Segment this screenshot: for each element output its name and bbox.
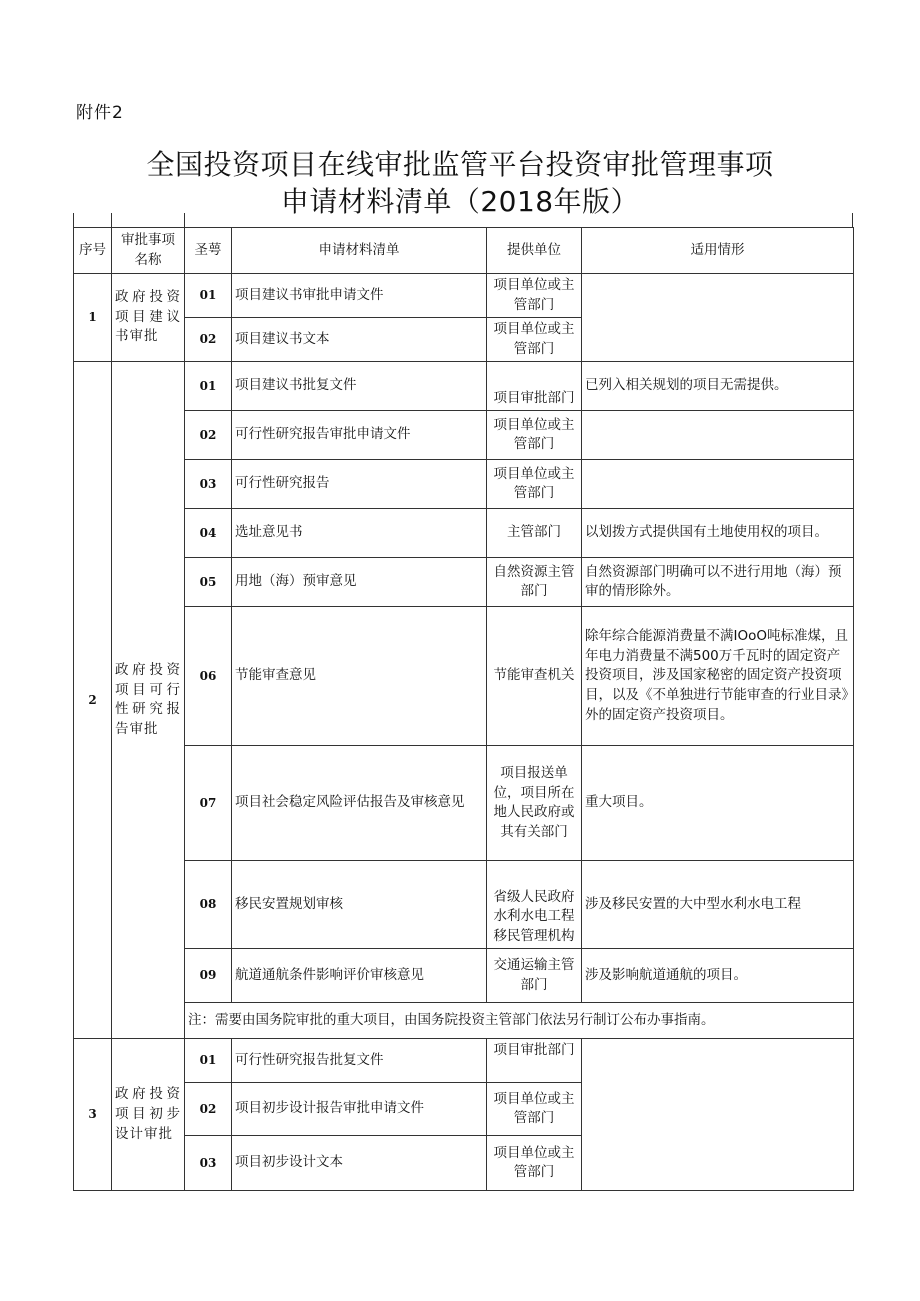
material-number: 02: [185, 1083, 232, 1136]
provider: 项目单位或主管部门: [487, 1136, 582, 1191]
material-number: 03: [185, 460, 232, 509]
group-seq: 3: [74, 1039, 112, 1191]
material-number: 08: [185, 861, 232, 949]
table-row: [74, 746, 854, 861]
scenario: 重大项目。: [582, 746, 854, 861]
material-name: 节能审查意见: [232, 607, 487, 746]
provider: 自然资源主管部门: [487, 558, 582, 607]
group-item-name: 政府投资项目建议书审批: [112, 274, 185, 362]
material-name: 项目建议书审批申请文件: [232, 274, 487, 318]
provider: 项目单位或主管部门: [487, 318, 582, 362]
material-number: 01: [185, 1039, 232, 1083]
scenario: [582, 274, 854, 362]
material-name: 移民安置规划审核: [232, 861, 487, 949]
table-row: [74, 509, 854, 558]
material-name: 可行性研究报告批复文件: [232, 1039, 487, 1083]
document-title-line-1: 全国投资项目在线审批监管平台投资审批管理事项: [146, 148, 774, 181]
table-row: [74, 411, 854, 460]
provider: 省级人民政府水利水电工程移民管理机构: [487, 861, 582, 949]
table-row: [74, 1039, 854, 1083]
scenario: 已列入相关规划的项目无需提供。: [582, 362, 854, 411]
provider: 项目单位或主管部门: [487, 1083, 582, 1136]
provider: 项目单位或主管部门: [487, 460, 582, 509]
note-row: [74, 1003, 854, 1039]
scenario: [582, 1039, 854, 1191]
material-name: 选址意见书: [232, 509, 487, 558]
header-materials: 申请材料清单: [232, 228, 487, 274]
document-title-line-2: 申请材料清单（2018年版）: [280, 185, 640, 218]
scenario: 以划拨方式提供国有土地使用权的项目。: [582, 509, 854, 558]
scenario: [582, 411, 854, 460]
material-name: 项目建议书批复文件: [232, 362, 487, 411]
table-edge-stub: [73, 213, 74, 227]
material-name: 可行性研究报告审批申请文件: [232, 411, 487, 460]
provider: 项目单位或主管部门: [487, 411, 582, 460]
header-number: 圣萼: [185, 228, 232, 274]
table-edge-stub: [852, 213, 853, 227]
material-name: 航道通航条件影响评价审核意见: [232, 949, 487, 1003]
material-number: 02: [185, 411, 232, 460]
provider: 项目单位或主管部门: [487, 274, 582, 318]
material-number: 04: [185, 509, 232, 558]
scenario: 涉及影响航道通航的项目。: [582, 949, 854, 1003]
material-name: 项目建议书文本: [232, 318, 487, 362]
group-seq: 1: [74, 274, 112, 362]
scenario: [582, 460, 854, 509]
table-row: [74, 558, 854, 607]
provider: 节能审查机关: [487, 607, 582, 746]
table-row: [74, 274, 854, 318]
attachment-label: 附件2: [76, 103, 124, 123]
materials-table: [73, 227, 854, 1191]
material-number: 01: [185, 274, 232, 318]
material-number: 02: [185, 318, 232, 362]
material-number: 06: [185, 607, 232, 746]
material-name: 项目初步设计报告审批申请文件: [232, 1083, 487, 1136]
header-item-name: 审批事项名称: [112, 228, 185, 274]
material-number: 07: [185, 746, 232, 861]
provider: 项目审批部门: [487, 1039, 582, 1083]
header-provider: 提供单位: [487, 228, 582, 274]
table-row: [74, 949, 854, 1003]
material-name: 可行性研究报告: [232, 460, 487, 509]
group-note: 注：需要由国务院审批的重大项目，由国务院投资主管部门依法另行制订公布办事指南。: [185, 1003, 854, 1039]
material-number: 09: [185, 949, 232, 1003]
table-row: [74, 861, 854, 949]
group-seq: 2: [74, 362, 112, 1039]
provider: 项目报送单位，项目所在地人民政府或其有关部门: [487, 746, 582, 861]
header-seq: 序号: [74, 228, 112, 274]
group-item-name: 政府投资项目初步设计审批: [112, 1039, 185, 1191]
material-number: 03: [185, 1136, 232, 1191]
provider: 交通运输主管部门: [487, 949, 582, 1003]
provider: 主管部门: [487, 509, 582, 558]
material-name: 项目初步设计文本: [232, 1136, 487, 1191]
table-edge-stub: [184, 213, 185, 227]
table-edge-stub: [111, 213, 112, 227]
header-row: [74, 228, 854, 274]
table-row: [74, 607, 854, 746]
scenario: 除年综合能源消费量不满IOoO吨标准煤，且年电力消费量不满500万千瓦时的固定资产投资项目，涉及国家秘密的固定资产投资项目，以及《不单独进行节能审查的行业目录》外的固定资产投资项目。: [582, 607, 854, 746]
scenario: 自然资源部门明确可以不进行用地（海）预审的情形除外。: [582, 558, 854, 607]
table-row: [74, 460, 854, 509]
provider: 项目审批部门: [487, 362, 582, 411]
scenario: 涉及移民安置的大中型水利水电工程: [582, 861, 854, 949]
material-name: 项目社会稳定风险评估报告及审核意见: [232, 746, 487, 861]
group-item-name: 政府投资项目可行性研究报告审批: [112, 362, 185, 1039]
header-scenario: 适用情形: [582, 228, 854, 274]
material-number: 01: [185, 362, 232, 411]
material-number: 05: [185, 558, 232, 607]
material-name: 用地（海）预审意见: [232, 558, 487, 607]
table-row: [74, 362, 854, 411]
